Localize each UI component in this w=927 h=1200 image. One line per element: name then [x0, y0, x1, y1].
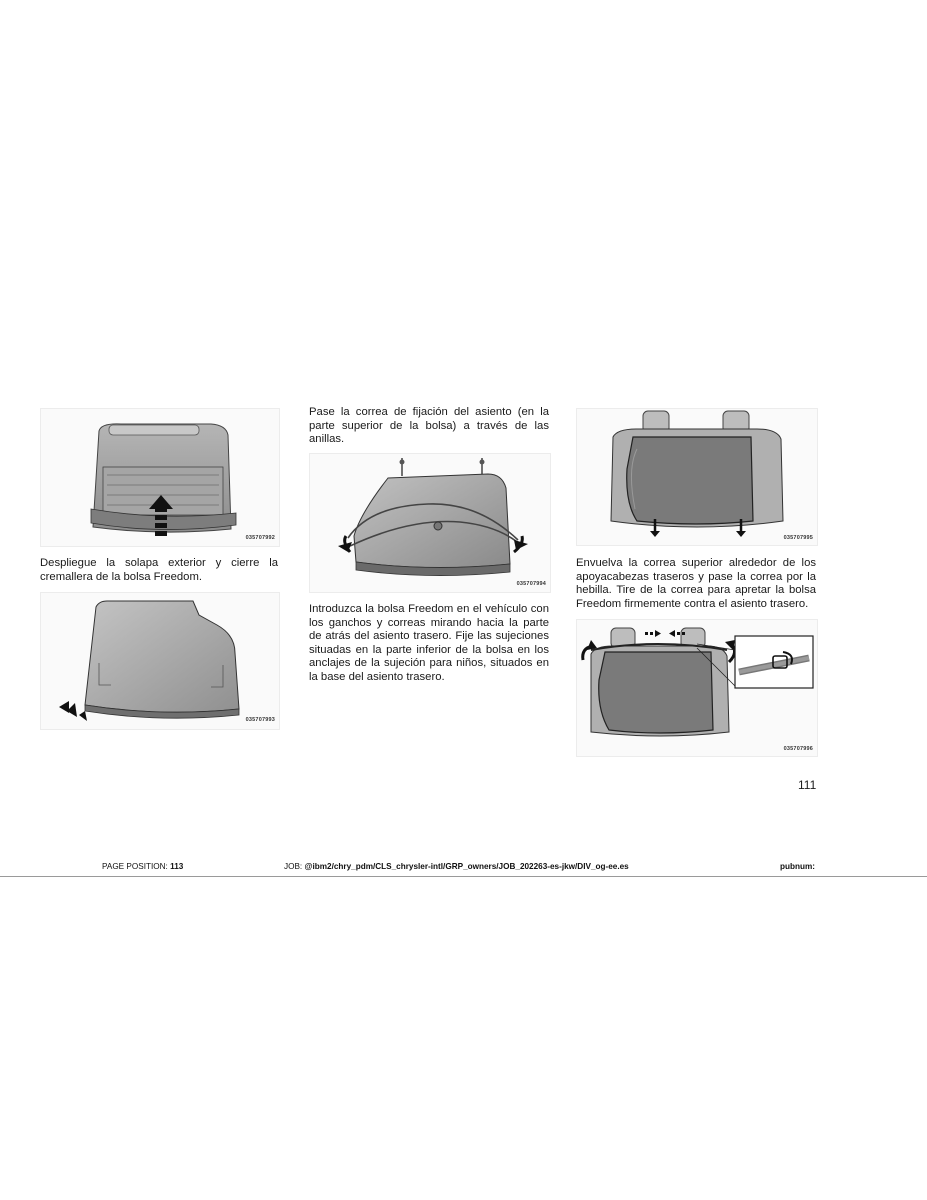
bag-unfolded-illustration — [41, 409, 279, 546]
footer-job-label: JOB: — [284, 862, 305, 871]
figure-code: 035707996 — [783, 746, 813, 752]
footer-position-value: 113 — [170, 862, 184, 871]
curved-arrow-left-icon — [338, 536, 352, 552]
figure-code: 035707994 — [516, 581, 546, 587]
figure-bag-on-seat — [576, 408, 818, 546]
footer-job-value: @ibm2/chry_pdm/CLS_chrysler-intl/GRP_owners/JOB_202263-es-jkw/DIV_og-ee.es — [304, 862, 629, 871]
bag-seat-illustration — [577, 409, 817, 545]
footer-job — [284, 862, 629, 871]
paragraph-strap: Pase la correa de fijación del asiento (en la parte superior de la bolsa) a través de las anillas. — [309, 406, 549, 446]
figure-code: 035707993 — [245, 717, 275, 723]
pull-arrows-icon — [645, 630, 685, 637]
paragraph-install: Introduzca la bolsa Freedom en el vehículo con los ganchos y correas mirando hacia la parte de atrás del asiento trasero. Fije las sujeciones situadas en la parte inferior de la bolsa en los anclajes de la sujeción para niños, situados en la base del asiento trasero. — [309, 603, 549, 683]
figure-strap-headrests — [576, 619, 818, 757]
footer-page-position — [102, 862, 183, 871]
figure-closed-bag — [40, 592, 280, 730]
paragraph-unfold: Despliegue la solapa exterior y cierre la cremallera de la bolsa Freedom. — [40, 557, 278, 583]
figure-code: 035707992 — [245, 535, 275, 541]
footer-position-label: PAGE POSITION: — [102, 862, 171, 871]
footer-pubnum-label: pubnum: — [780, 862, 816, 871]
page-number: 111 — [798, 778, 817, 792]
paragraph-tighten: Envuelva la correa superior alrededor de los apoyacabezas traseros y pase la correa por la hebilla. Tire de la correa para apretar la bolsa Freedom firmemente contra el asiento trasero. — [576, 557, 816, 610]
figure-code: 035707995 — [783, 535, 813, 541]
footer-divider — [0, 876, 927, 877]
bag-hooks-illustration — [310, 454, 550, 592]
figure-bag-hooks — [309, 453, 551, 593]
figure-unfold-bag — [40, 408, 280, 547]
footer-pubnum — [780, 862, 815, 871]
push-arrows-icon — [59, 701, 87, 721]
bag-closed-illustration — [41, 593, 279, 729]
strap-headrest-illustration — [577, 620, 817, 756]
